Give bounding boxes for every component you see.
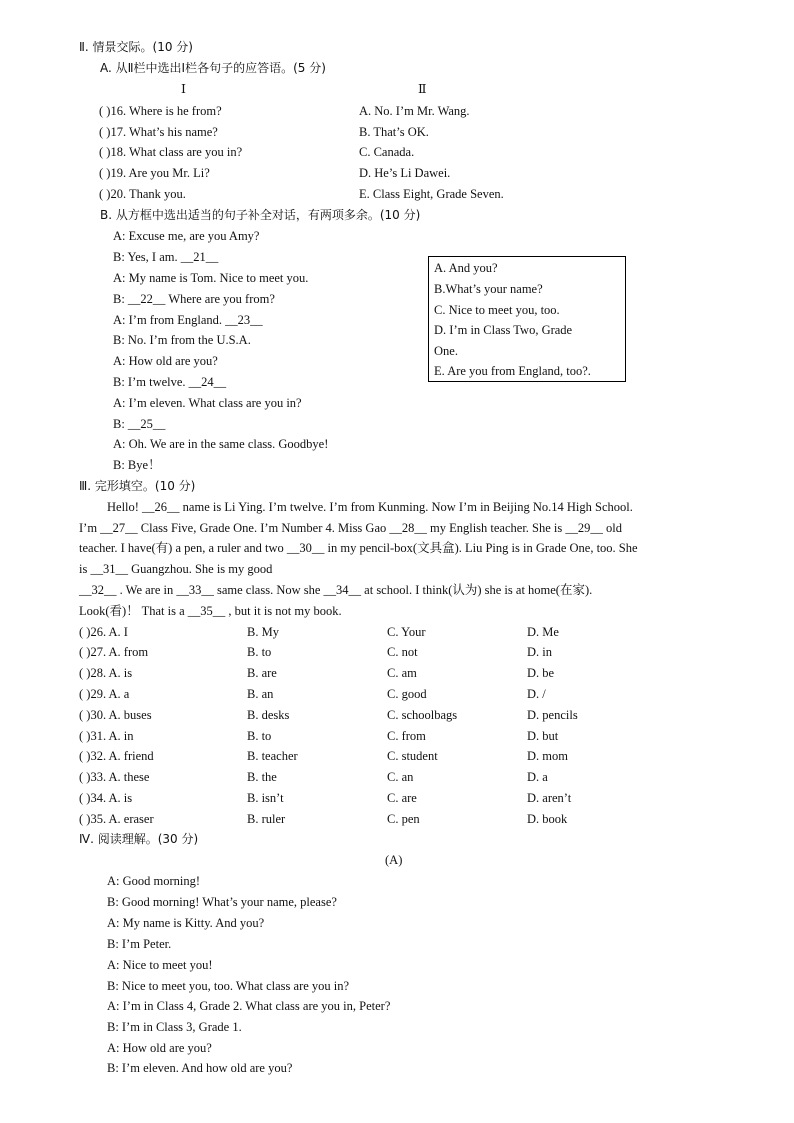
cloze-option-d: D. book	[527, 812, 568, 826]
cloze-option-d: D. Me	[527, 625, 559, 639]
reading-dialogue-line: B: Good morning! What’s your name, please?	[107, 895, 337, 909]
option-item: A. And you?	[434, 261, 498, 275]
match-question: ( )17. What’s his name?	[99, 125, 218, 139]
cloze-option-c: C. from	[387, 729, 426, 743]
cloze-option-b: B. desks	[247, 708, 290, 722]
reading-dialogue-line: A: My name is Kitty. And you?	[107, 916, 265, 930]
cloze-option-d: D. but	[527, 729, 559, 743]
section-3-title: Ⅲ. 完形填空。(10 分)	[79, 479, 196, 493]
option-item: B.What’s your name?	[434, 282, 543, 296]
cloze-passage-line: teacher. I have(有) a pen, a ruler and two __30__ in my pencil-box(文具盒). Liu Ping is in Grade One, too. She	[79, 541, 638, 555]
cloze-item-number: ( )29. A. a	[79, 687, 130, 701]
match-question: ( )20. Thank you.	[99, 187, 186, 201]
cloze-item-number: ( )34. A. is	[79, 791, 133, 805]
dialogue-line: B: __22__ Where are you from?	[113, 292, 275, 306]
cloze-item-number: ( )35. A. eraser	[79, 812, 154, 826]
section-4-title: Ⅳ. 阅读理解。(30 分)	[79, 832, 199, 846]
cloze-item-number: ( )30. A. buses	[79, 708, 152, 722]
cloze-option-c: C. an	[387, 770, 414, 784]
option-item: D. I’m in Class Two, Grade	[434, 323, 573, 337]
column-1-header: Ⅰ	[181, 82, 186, 96]
cloze-option-c: C. are	[387, 791, 417, 805]
cloze-option-b: B. to	[247, 729, 272, 743]
dialogue-line: A: I’m from England. __23__	[113, 313, 263, 327]
reading-dialogue-line: B: Nice to meet you, too. What class are you in?	[107, 979, 350, 993]
dialogue-line: A: I’m eleven. What class are you in?	[113, 396, 302, 410]
cloze-passage-line: I’m __27__ Class Five, Grade One. I’m Number 4. Miss Gao __28__ my English teacher. She is __29__ old	[79, 521, 622, 535]
cloze-option-c: C. student	[387, 749, 438, 763]
cloze-option-d: D. mom	[527, 749, 568, 763]
match-answer: E. Class Eight, Grade Seven.	[359, 187, 504, 201]
cloze-option-d: D. be	[527, 666, 555, 680]
dialogue-line: A: My name is Tom. Nice to meet you.	[113, 271, 309, 285]
cloze-option-c: C. am	[387, 666, 417, 680]
options-box	[428, 256, 626, 382]
reading-dialogue-line: B: I’m Peter.	[107, 937, 172, 951]
passage-a-label: (A)	[385, 853, 403, 867]
cloze-option-d: D. aren’t	[527, 791, 572, 805]
cloze-option-b: B. the	[247, 770, 277, 784]
dialogue-line: B: Yes, I am. __21__	[113, 250, 219, 264]
dialogue-line: A: Excuse me, are you Amy?	[113, 229, 260, 243]
match-question: ( )19. Are you Mr. Li?	[99, 166, 210, 180]
reading-dialogue-line: A: How old are you?	[107, 1041, 212, 1055]
cloze-item-number: ( )27. A. from	[79, 645, 149, 659]
cloze-option-c: C. schoolbags	[387, 708, 458, 722]
cloze-option-b: B. an	[247, 687, 274, 701]
part-b-instruction: B. 从方框中选出适当的句子补全对话，有两项多余。(10 分)	[100, 208, 421, 222]
option-item: C. Nice to meet you, too.	[434, 303, 560, 317]
reading-dialogue-line: A: Nice to meet you!	[107, 958, 213, 972]
cloze-option-b: B. are	[247, 666, 277, 680]
cloze-option-d: D. a	[527, 770, 548, 784]
cloze-item-number: ( )32. A. friend	[79, 749, 154, 763]
cloze-passage-line: Hello! __26__ name is Li Ying. I’m twelve. I’m from Kunming. Now I’m in Beijing No.14 High School.	[107, 500, 633, 514]
option-item: E. Are you from England, too?.	[434, 364, 591, 378]
column-2-header: Ⅱ	[418, 82, 427, 96]
reading-dialogue-line: B: I’m in Class 3, Grade 1.	[107, 1020, 242, 1034]
cloze-passage-line: Look(看)！ That is a __35__ , but it is not my book.	[79, 604, 342, 618]
reading-dialogue-line: B: I’m eleven. And how old are you?	[107, 1061, 293, 1075]
cloze-passage-line: __32__ . We are in __33__ same class. Now she __34__ at school. I think(认为) she is at home(在家).	[79, 583, 593, 597]
cloze-option-c: C. not	[387, 645, 418, 659]
match-answer: D. He’s Li Dawei.	[359, 166, 451, 180]
cloze-option-d: D. pencils	[527, 708, 578, 722]
cloze-option-b: B. isn’t	[247, 791, 284, 805]
dialogue-line: B: __25__	[113, 417, 166, 431]
cloze-option-c: C. pen	[387, 812, 420, 826]
cloze-option-b: B. ruler	[247, 812, 286, 826]
cloze-option-c: C. good	[387, 687, 427, 701]
cloze-option-b: B. teacher	[247, 749, 298, 763]
cloze-option-b: B. to	[247, 645, 272, 659]
part-a-instruction: A. 从Ⅱ栏中选出Ⅰ栏各句子的应答语。(5 分)	[100, 61, 326, 75]
cloze-item-number: ( )33. A. these	[79, 770, 150, 784]
cloze-option-b: B. My	[247, 625, 279, 639]
reading-dialogue-line: A: Good morning!	[107, 874, 201, 888]
dialogue-line: A: How old are you?	[113, 354, 218, 368]
cloze-option-d: D. /	[527, 687, 546, 701]
cloze-option-c: C. Your	[387, 625, 426, 639]
cloze-item-number: ( )28. A. is	[79, 666, 133, 680]
cloze-item-number: ( )31. A. in	[79, 729, 134, 743]
section-2-title: Ⅱ. 情景交际。(10 分)	[79, 40, 193, 54]
dialogue-line: B: No. I’m from the U.S.A.	[113, 333, 251, 347]
option-item: One.	[434, 344, 458, 358]
reading-dialogue-line: A: I’m in Class 4, Grade 2. What class are you in, Peter?	[107, 999, 391, 1013]
dialogue-line: B: Bye！	[113, 458, 161, 472]
cloze-item-number: ( )26. A. I	[79, 625, 128, 639]
match-answer: B. That’s OK.	[359, 125, 429, 139]
match-question: ( )18. What class are you in?	[99, 145, 243, 159]
match-answer: A. No. I’m Mr. Wang.	[359, 104, 470, 118]
match-question: ( )16. Where is he from?	[99, 104, 222, 118]
dialogue-line: B: I’m twelve. __24__	[113, 375, 227, 389]
dialogue-line: A: Oh. We are in the same class. Goodbye!	[113, 437, 329, 451]
match-answer: C. Canada.	[359, 145, 415, 159]
cloze-option-d: D. in	[527, 645, 552, 659]
cloze-passage-line: is __31__ Guangzhou. She is my good	[79, 562, 273, 576]
